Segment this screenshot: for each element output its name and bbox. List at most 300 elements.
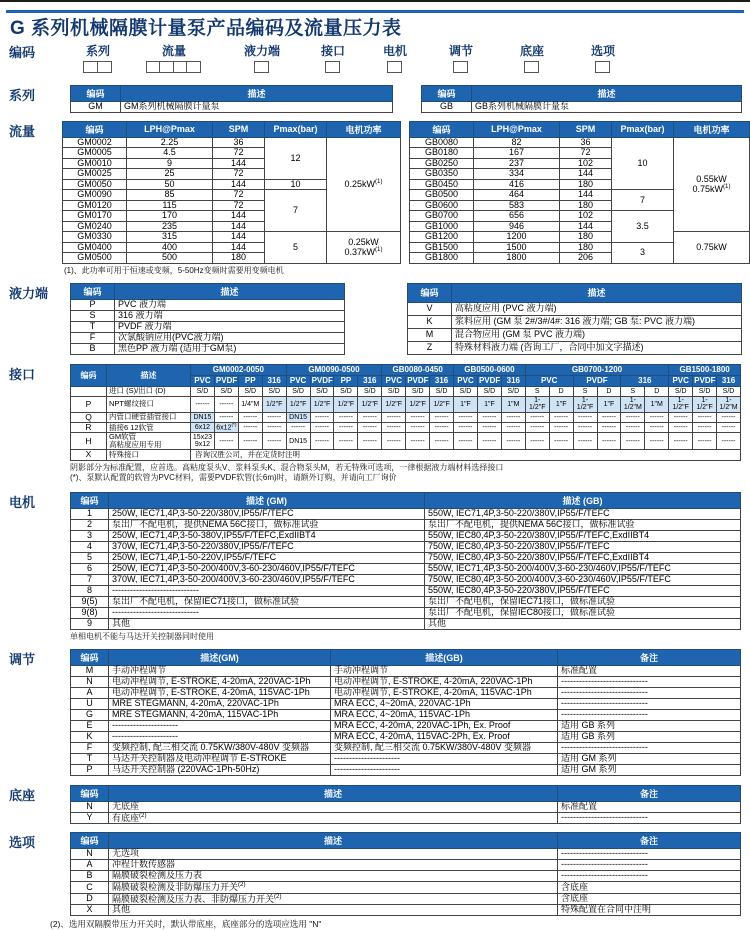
desc-cell: NPT螺纹接口: [107, 396, 191, 412]
column-header: 描述: [109, 833, 558, 849]
flow-note: (1)、此功率可用于恒速或变频，5-50Hz变频时需要用变频电机: [64, 265, 284, 275]
code-cell: F: [71, 742, 109, 753]
desc-cell: 无底座: [109, 801, 558, 812]
lph-cell: 50: [127, 179, 213, 190]
column-header: 编码: [422, 85, 472, 101]
desc-cell: -----------------------------: [558, 849, 741, 860]
size-cell: 1"M: [645, 396, 669, 412]
desc-cell: 隔膜破裂检测及压力表、非防爆压力开关$^{(2)}$: [109, 893, 558, 904]
spm-cell: 144: [213, 179, 265, 190]
code-cell: B: [71, 343, 115, 354]
size-cell: S/D: [669, 386, 693, 396]
liquid-end-row: [71, 332, 345, 343]
code-box: [97, 61, 112, 73]
column-header: 描述 (GB): [425, 492, 741, 508]
lph-cell: 656: [474, 211, 560, 222]
flow-table-gb: [409, 121, 750, 264]
code-cell: 5: [71, 552, 109, 563]
coding-label: 编码: [9, 44, 36, 60]
lph-cell: 25: [127, 169, 213, 180]
size-cell: 15x23 9x12: [191, 433, 215, 450]
desc-cell: 250W, IEC71,4P,1-50-220V,IP55/F/TEFC: [109, 552, 425, 563]
lph-cell: 334: [474, 169, 560, 180]
flow-tables: [62, 121, 750, 264]
motor-row: [71, 552, 741, 563]
size-cell: S/D: [406, 386, 430, 396]
size-cell: S/D: [477, 386, 501, 396]
size-cell: 6x12(*): [216, 423, 237, 432]
size-cell: ------: [262, 423, 286, 433]
desc-cell: 750W, IEC80,4P,3-50-200/400V,3-60-230/460V,IP55/F/TEFC: [425, 574, 741, 585]
size-cell: ------: [525, 433, 549, 450]
series-table-gb: [421, 85, 742, 113]
size-cell: ------: [717, 412, 741, 422]
size-cell: 1-1/2"M: [621, 396, 645, 412]
size-cell: ------: [477, 412, 501, 422]
motor-row: [71, 508, 741, 519]
desc-cell: 含底座: [558, 882, 741, 893]
desc-cell: 标准配置: [558, 665, 741, 676]
code-cell: 8: [71, 585, 109, 596]
lph-cell: 583: [474, 200, 560, 211]
series-label: 系列: [9, 87, 36, 103]
series-gb-row: [422, 101, 742, 112]
liquid-end-row: [71, 310, 345, 321]
adjust-row: [71, 698, 741, 709]
column-header: 编码: [71, 364, 107, 386]
code-cell: T: [71, 753, 109, 764]
liquid-end-row: [408, 328, 742, 341]
code-box: [254, 61, 269, 73]
lph-cell: 170: [127, 211, 213, 222]
size-cell: ------: [430, 423, 454, 433]
pmax-cell: 12: [265, 137, 327, 179]
flow-gm-row: [63, 137, 401, 148]
desc-cell: 750W, IEC80,4P,3-50-220/380V,IP55/F/TEFC: [425, 541, 741, 552]
column-header: LPH@Pmax: [127, 121, 213, 137]
size-cell: ------: [573, 412, 597, 422]
code-cell: 4: [71, 541, 109, 552]
code-cell: R: [71, 423, 107, 433]
adjust-row: [71, 720, 741, 731]
motor-row: [71, 574, 741, 585]
desc-cell: MRA ECC, 4~20mA, 220VAC-1Ph: [331, 698, 558, 709]
pump-code-cell: GB1200: [410, 232, 474, 243]
size-cell: ------: [525, 412, 549, 422]
coding-field-系列: [70, 42, 126, 79]
pmax-cell: 7: [612, 190, 674, 211]
code-cell: N: [71, 676, 109, 687]
interface-table: [70, 364, 741, 461]
flow-gm-header-row: [63, 121, 401, 137]
lph-cell: 500: [127, 253, 213, 264]
desc-cell: ----------------------: [331, 764, 558, 775]
size-cell: 1/2"F: [358, 396, 382, 412]
lph-cell: 167: [474, 148, 560, 159]
code-box: [186, 61, 201, 73]
size-cell: ------: [430, 433, 454, 450]
options-note: (2)、选用双隔膜带压力开关时，默认带底座，底座部分的选项应选用 "N": [50, 918, 322, 929]
size-cell: 1/2"F: [310, 396, 334, 412]
pump-range-header: GB0080-0450: [382, 364, 454, 375]
coding-diagram: [0, 42, 750, 79]
pump-code-cell: GB0180: [410, 148, 474, 159]
size-cell: S/D: [358, 386, 382, 396]
desc-cell: 冲程计数传感器: [109, 860, 558, 871]
code-cell: S: [71, 310, 115, 321]
column-header: 描述: [107, 364, 191, 386]
material-header: PVDF: [311, 376, 333, 386]
liquid-end-row: [71, 321, 345, 332]
pump-code-cell: GM0010: [63, 158, 127, 169]
desc-cell: GM系列机械隔膜计量泵: [121, 101, 393, 112]
code-cell: 2: [71, 519, 109, 530]
pump-code-cell: GM0330: [63, 232, 127, 243]
desc-cell: 标准配置: [558, 801, 741, 812]
flow-gb-row: [410, 232, 750, 243]
size-cell: 1/2"F: [430, 396, 454, 412]
lph-cell: 235: [127, 221, 213, 232]
desc-cell: 特殊接口: [107, 450, 191, 460]
desc-cell: -----------------------------: [558, 709, 741, 720]
code-cell: H: [71, 433, 107, 450]
size-cell: ------: [549, 423, 573, 433]
code-box: [325, 61, 340, 73]
base-row: [71, 801, 741, 812]
pump-code-cell: GB0080: [410, 137, 474, 148]
lph-cell: 1800: [474, 253, 560, 264]
code-cell: X: [71, 904, 109, 915]
size-cell: ------: [693, 412, 717, 422]
lph-cell: 85: [127, 190, 213, 201]
desc-cell: 泵出厂不配电机，提供NEMA 56C接口，做标准试验: [425, 519, 741, 530]
column-header: 编码: [71, 85, 121, 101]
top-border: [0, 0, 750, 2]
lph-cell: 9: [127, 158, 213, 169]
size-cell: ------: [717, 433, 741, 450]
code-cell: C: [71, 882, 109, 893]
pump-code-cell: GM0005: [63, 148, 127, 159]
desc-cell: 370W, IEC71,4P,3-50-200/400V,3-60-230/460V,IP55/F/TEFC: [109, 574, 425, 585]
desc-cell: -----------------------------: [558, 812, 741, 823]
coding-field-流量: [126, 42, 222, 79]
column-header: 描述: [472, 85, 742, 101]
size-cell: S/D: [262, 386, 286, 396]
desc-cell: PVC 液力端: [115, 299, 345, 310]
desc-cell: 电动冲程调节, E-STROKE, 4-20mA, 115VAC-1Ph: [109, 687, 331, 698]
desc-cell: MRE STEGMANN, 4-20mA, 220VAC-1Ph: [109, 698, 331, 709]
adjust-row: [71, 687, 741, 698]
size-cell: ------: [262, 412, 286, 422]
size-cell: 1"F: [454, 396, 478, 412]
pmax-cell: 7: [265, 190, 327, 232]
adjust-row: [71, 764, 741, 775]
size-cell: DN15: [191, 412, 215, 422]
pump-code-cell: GM0240: [63, 221, 127, 232]
column-header: 描述 (GM): [109, 492, 425, 508]
size-cell: 6x12: [191, 423, 215, 433]
material-header: PVC: [525, 375, 573, 386]
coding-field-boxes: [568, 61, 638, 79]
size-cell: ------: [597, 423, 621, 433]
size-cell: 1/2"F: [334, 396, 358, 412]
desc-cell: MRA ECC, 4-20mA, 115VAC-2Ph, Ex. Proof: [331, 731, 558, 742]
material-header: PVDF: [478, 376, 501, 386]
desc-cell: 其他: [425, 618, 741, 629]
coding-field-调节: [426, 42, 496, 79]
adjust-row: [71, 742, 741, 753]
code-cell: G: [71, 709, 109, 720]
size-cell: ------: [454, 423, 478, 433]
size-cell: ------: [621, 433, 645, 450]
pump-code-cell: GM0400: [63, 242, 127, 253]
coding-field-boxes: [364, 61, 426, 79]
coding-field-label: 系列: [85, 43, 110, 58]
pump-code-cell: GM0120: [63, 200, 127, 211]
coding-field-boxes: [70, 61, 126, 79]
size-cell: ------: [454, 433, 478, 450]
liquid-end-header-row: [408, 283, 742, 302]
material-header: PVDF: [407, 376, 429, 386]
size-cell: ------: [406, 423, 430, 433]
coding-field-底座: [496, 42, 568, 79]
pump-range-header: GM0002-0050: [191, 364, 287, 375]
desc-cell: 含底座: [558, 893, 741, 904]
material-header: 316: [501, 375, 525, 386]
liquid-end-row: [408, 315, 742, 328]
pump-code-cell: GB0600: [410, 200, 474, 211]
code-cell: 7: [71, 574, 109, 585]
motor-row: [71, 519, 741, 530]
desc-cell: ----------------------: [109, 731, 331, 742]
desc-cell: 250W, IEC71,4P,3-50-200/400V,3-60-230/460V,IP55/F/TEFC: [109, 563, 425, 574]
column-header: 编码: [71, 283, 115, 299]
coding-field-电机: [364, 42, 426, 79]
motor-power-cell: $0.25kW^{(1)}$: [327, 137, 401, 232]
coding-field-液力端: [222, 42, 302, 79]
lph-cell: 946: [474, 221, 560, 232]
size-cell: 1-1/2"F: [693, 396, 717, 412]
coding-field-label: 接口: [320, 43, 345, 58]
options-label: 选项: [9, 835, 36, 851]
interface-row: [71, 450, 741, 460]
coding-field-label: 调节: [448, 43, 473, 58]
motor-header-row: [71, 492, 741, 508]
options-row: [71, 860, 741, 871]
column-header: 描述(GB): [331, 649, 558, 665]
size-cell: ------: [621, 412, 645, 422]
desc-cell: 316 液力端: [115, 310, 345, 321]
desc-cell: -----------------------------: [109, 607, 425, 618]
series-tables: [70, 85, 742, 113]
desc-cell: 马达开关控制器 (220VAC-1Ph-50Hz): [109, 764, 331, 775]
lph-cell: 115: [127, 200, 213, 211]
flow-tables-wrap: [62, 121, 750, 276]
desc-cell: 变频控制, 配三相交流 0.75KW/380V-480V 变频器: [109, 742, 331, 753]
spm-cell: 72: [213, 169, 265, 180]
size-cell: ------: [717, 423, 741, 433]
column-header: 编码: [408, 283, 452, 302]
size-cell: ------: [238, 412, 262, 422]
interface-header-row-1: [71, 364, 741, 375]
pump-code-cell: GM0500: [63, 253, 127, 264]
pmax-cell: 10: [265, 179, 327, 190]
desc-cell: 适用 GB 系列: [558, 720, 741, 731]
size-cell: S: [525, 386, 549, 396]
options-table: [70, 832, 741, 916]
desc-cell: -----------------------------: [558, 860, 741, 871]
spm-cell: 72: [213, 200, 265, 211]
material-header: PP: [334, 375, 358, 386]
size-cell: ------: [214, 412, 238, 422]
size-cell: ------: [406, 433, 430, 450]
coding-field-boxes: [302, 61, 364, 79]
code-cell: M: [408, 328, 452, 341]
desc-cell: 电动冲程调节, E-STROKE, 4-20mA, 220VAC-1Ph: [109, 676, 331, 687]
size-cell: 1/2"F: [262, 396, 286, 412]
code-cell: 6: [71, 563, 109, 574]
material-header: 316: [717, 375, 741, 386]
interface-row: [71, 423, 741, 433]
spm-cell: 144: [213, 242, 265, 253]
desc-cell: MRA ECC, 4~20mA, 115VAC-1Ph: [331, 709, 558, 720]
code-cell: Q: [71, 412, 107, 422]
code-cell: 9(5): [71, 596, 109, 607]
size-cell: ------: [645, 412, 669, 422]
interface-note-1: 阴影部分为标准配置，应首选。高粘度泵头V、浆料泵头K、混合物泵头M，若无特殊可选项，一律根据液力端材料选择接口: [70, 462, 504, 472]
size-cell: ------: [406, 412, 430, 422]
code-cell: 3: [71, 530, 109, 541]
spm-cell: 36: [213, 137, 265, 148]
size-cell: ------: [693, 433, 717, 450]
code-cell: P: [71, 396, 107, 412]
pump-code-cell: GM0170: [63, 211, 127, 222]
size-cell: 1"F: [477, 396, 501, 412]
column-header: 编码: [410, 121, 474, 137]
size-cell: S/D: [286, 386, 310, 396]
span-all-cell: 咨询汉胜公司，并在定货时注明: [191, 450, 741, 460]
size-cell: ------: [430, 412, 454, 422]
spm-cell: 36: [560, 137, 612, 148]
coding-field-boxes: [222, 61, 302, 79]
spm-cell: 206: [560, 253, 612, 264]
desc-cell: 适用 GM 系列: [558, 753, 741, 764]
column-header: 编码: [63, 121, 127, 137]
lph-cell: 416: [474, 179, 560, 190]
spm-cell: 144: [560, 221, 612, 232]
column-header: SPM: [560, 121, 612, 137]
flow-label: 流量: [9, 123, 36, 139]
size-cell: 1-1/2"M: [717, 396, 741, 412]
desc-cell: 混合物应用 (GM 泵 PVC 液力端): [452, 328, 742, 341]
material-header: PVC: [286, 375, 310, 386]
size-cell: ------: [549, 433, 573, 450]
code-cell: P: [71, 299, 115, 310]
spm-cell: 144: [213, 221, 265, 232]
desc-cell: 250W, IEC71,4P,3-50-220/380V,IP55/F/TEFC: [109, 508, 425, 519]
size-cell: D: [549, 386, 573, 396]
size-cell: 1/2"F: [406, 396, 430, 412]
size-cell: ------: [669, 423, 693, 433]
material-header: PVDF: [573, 375, 621, 386]
pump-code-cell: GB0250: [410, 158, 474, 169]
motor-power-cell: 0.55kW $0.75kW^{(1)}$: [674, 137, 750, 232]
code-cell: B: [71, 871, 109, 882]
column-header: SPM: [213, 121, 265, 137]
desc-cell: -----------------------------: [109, 585, 425, 596]
liquid-end-header-row: [71, 283, 345, 299]
interface-section: [0, 364, 750, 483]
desc-cell: 其他: [109, 904, 558, 915]
pump-code-cell: GM0090: [63, 190, 127, 201]
size-cell: ------: [645, 423, 669, 433]
material-header: 316: [358, 375, 382, 386]
spm-cell: 144: [213, 232, 265, 243]
code-cell: 9: [71, 618, 109, 629]
lph-cell: 82: [474, 137, 560, 148]
size-cell: S/D: [214, 386, 238, 396]
size-cell: DN15: [286, 433, 310, 450]
size-cell: ------: [477, 433, 501, 450]
size-cell: S/D: [454, 386, 478, 396]
code-cell: U: [71, 698, 109, 709]
desc-cell: -----------------------------: [558, 871, 741, 882]
pump-code-cell: GB0350: [410, 169, 474, 180]
column-header: Pmax(bar): [265, 121, 327, 137]
size-cell: ------: [454, 412, 478, 422]
desc-cell: 泵出厂不配电机，保留IEC80接口，做标准试验: [425, 607, 741, 618]
material-header: 316: [621, 375, 669, 386]
adjust-label: 调节: [9, 651, 36, 667]
size-cell: ------: [358, 412, 382, 422]
size-cell: ------: [382, 412, 406, 422]
base-label: 底座: [9, 787, 36, 803]
motor-row: [71, 563, 741, 574]
options-row: [71, 849, 741, 860]
desc-cell: -----------------------------: [558, 687, 741, 698]
desc-cell: 750W, IEC80,4P,3-50-220/380V,IP55/F/TEFC,ExdIIBT4: [425, 552, 741, 563]
column-header: 备注: [558, 833, 741, 849]
code-cell: GB: [422, 101, 472, 112]
desc-cell: PVDF 液力端: [115, 321, 345, 332]
desc-cell: 浆料应用 (GM 泵 2#/3#/4#: 316 液力端; GB 泵: PVC 液力端): [452, 315, 742, 328]
coding-field-boxes: [426, 61, 496, 79]
page-title: G 系列机械隔膜计量泵产品编码及流量压力表: [10, 18, 402, 39]
desc-cell: 550W, IEC80,4P,3-50-220/380V,IP55/F/TEFC: [425, 585, 741, 596]
size-cell: 1/2"F: [382, 396, 406, 412]
pump-range-header: GM0090-0500: [286, 364, 382, 375]
pump-code-cell: GB0700: [410, 211, 474, 222]
lph-cell: 315: [127, 232, 213, 243]
liquid-end-table-right: [407, 283, 742, 355]
size-cell: S/D: [501, 386, 525, 396]
material-header: PVC: [382, 375, 406, 386]
size-cell: D: [645, 386, 669, 396]
column-header: 编码: [71, 785, 109, 801]
spm-cell: 72: [560, 148, 612, 159]
adjust-section: [0, 649, 750, 776]
code-cell: A: [71, 687, 109, 698]
size-cell: 1"M: [501, 396, 525, 412]
column-header: 备注: [558, 649, 741, 665]
motor-row: [71, 530, 741, 541]
pump-code-cell: GM0050: [63, 179, 127, 190]
desc-cell: MRE STEGMANN, 4-20mA, 115VAC-1Ph: [109, 709, 331, 720]
desc-cell: -----------------------------: [558, 698, 741, 709]
code-cell: V: [408, 302, 452, 315]
desc-cell: 手动冲程调节: [331, 665, 558, 676]
size-cell: ------: [310, 423, 334, 433]
